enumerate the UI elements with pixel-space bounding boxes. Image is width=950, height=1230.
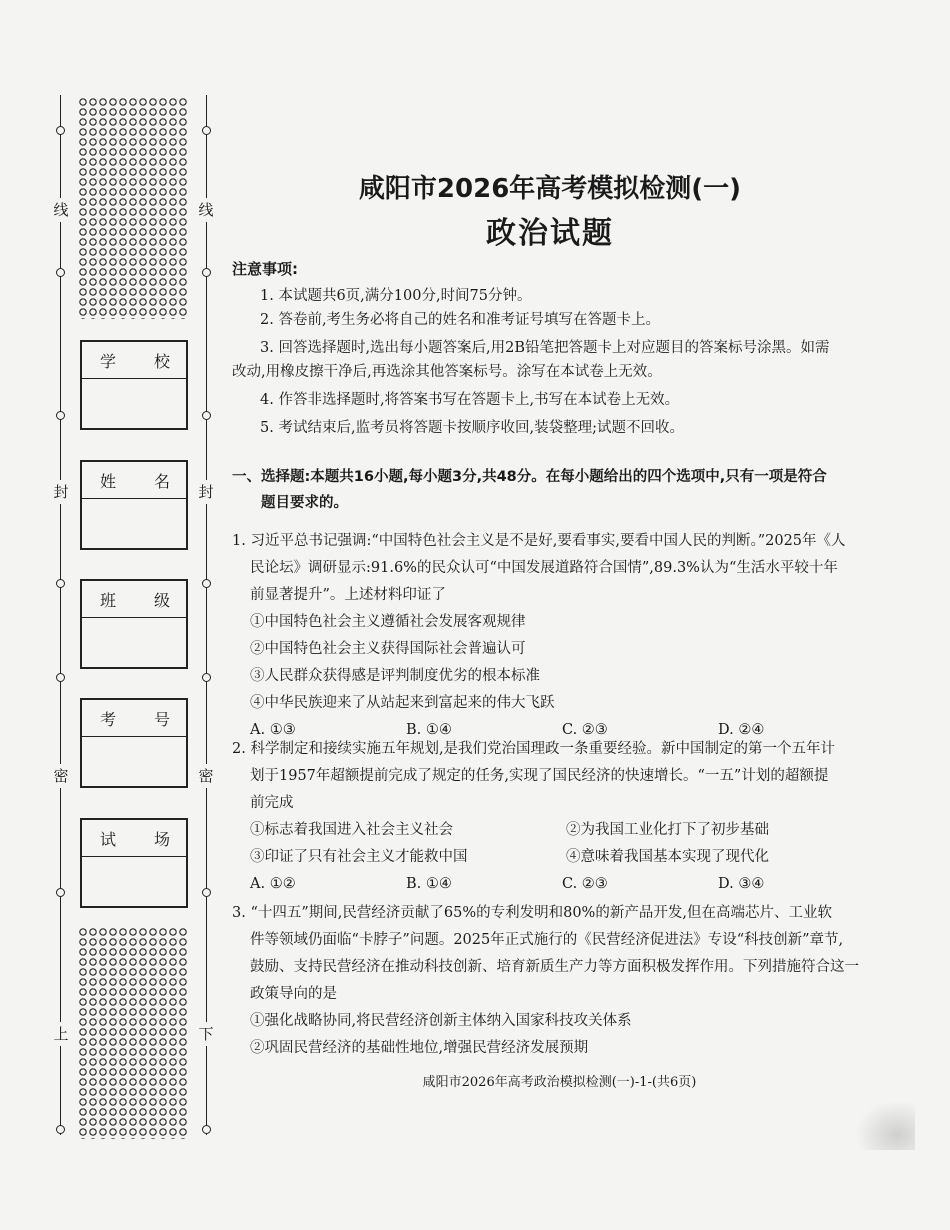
seal-char-right: 下	[196, 1022, 216, 1046]
question-stem: 1. 习近平总书记强调:“中国特色社会主义是不是好,要看事实,要看中国人民的判断。”2025年《人	[232, 533, 846, 549]
field-label-class: 班 级	[82, 581, 186, 618]
statement-row	[232, 817, 890, 844]
notice-item: 1. 本试题共6页,满分100分,时间75分钟。	[260, 288, 532, 304]
question-stem: 民论坛》调研显示:91.6%的民众认可“中国发展道路符合国情”,89.3%认为“生活水平较十年	[250, 560, 838, 576]
ring-marker	[202, 1125, 211, 1134]
page-title: 咸阳市2026年高考模拟检测(一)	[358, 174, 742, 204]
seal-char-right: 密	[196, 764, 216, 788]
question-1	[232, 528, 890, 744]
statement-item: ②为我国工业化打下了初步基础	[566, 822, 769, 838]
field-box-exam-room[interactable]	[80, 818, 188, 908]
statement-item: ④意味着我国基本实现了现代化	[566, 849, 769, 865]
statement-item: ②中国特色社会主义获得国际社会普遍认可	[250, 641, 526, 657]
ring-marker	[202, 888, 211, 897]
ring-marker	[202, 411, 211, 420]
question-stem: 件等领域仍面临“卡脖子”问题。2025年正式施行的《民营经济促进法》专设“科技创新”章节,	[250, 932, 844, 948]
notice-item: 5. 考试结束后,监考员将答题卡按顺序收回,装袋整理;试题不回收。	[260, 420, 685, 436]
section-heading-line: 题目要求的。	[261, 495, 348, 511]
question-stem: 3. “十四五”期间,民营经济贡献了65%的专利发明和80%的新产品开发,但在高端芯片、工业软	[232, 905, 832, 921]
question-stem: 鼓励、支持民营经济在推动科技创新、培育新质生产力等方面积极发挥作用。下列措施符合这一	[250, 959, 859, 975]
seal-char-left: 封	[51, 480, 71, 504]
choice-option[interactable]: D. ③④	[718, 876, 765, 892]
seal-line-left	[60, 95, 61, 1135]
field-box-name[interactable]	[80, 460, 188, 550]
question-stem: 2. 科学制定和接续实施五年规划,是我们党治国理政一条重要经验。新中国制定的第一个五年计	[232, 741, 836, 757]
statement-item: ①强化战略协同,将民营经济创新主体纳入国家科技攻关体系	[250, 1013, 632, 1029]
seal-char-left: 线	[51, 198, 71, 222]
ring-marker	[56, 673, 65, 682]
question-stem: 政策导向的是	[250, 986, 337, 1002]
question-3	[232, 900, 890, 1062]
question-stem: 划于1957年超额提前完成了规定的任务,实现了国民经济的快速增长。“一五”计划的超额提	[250, 768, 829, 784]
statement-item: ①标志着我国进入社会主义社会	[250, 822, 453, 838]
choice-row	[232, 871, 890, 898]
ring-marker	[56, 1125, 65, 1134]
field-box-class[interactable]	[80, 579, 188, 669]
choice-option[interactable]: A. ①②	[250, 876, 296, 892]
field-box-exam-number[interactable]	[80, 698, 188, 788]
choice-option[interactable]: A. ①③	[250, 722, 296, 738]
seal-char-left: 上	[51, 1022, 71, 1046]
notice-item: 2. 答卷前,考生务必将自己的姓名和准考证号填写在答题卡上。	[260, 312, 661, 328]
statement-item: ①中国特色社会主义遵循社会发展客观规律	[250, 614, 526, 630]
question-stem: 前完成	[250, 795, 294, 811]
dot-pattern-top	[78, 97, 188, 319]
dot-pattern-bottom	[78, 927, 188, 1139]
ring-marker	[202, 126, 211, 135]
choice-option[interactable]: B. ①④	[406, 876, 452, 892]
choice-option[interactable]: D. ②④	[718, 722, 765, 738]
ring-marker	[56, 579, 65, 588]
subject-title: 政治试题	[486, 216, 614, 251]
statement-item: ③人民群众获得感是评判制度优劣的根本标准	[250, 668, 540, 684]
seal-char-right: 封	[196, 480, 216, 504]
choice-option[interactable]: B. ①④	[406, 722, 452, 738]
section-heading	[232, 464, 887, 516]
seal-char-right: 线	[196, 198, 216, 222]
choice-option[interactable]: C. ②③	[562, 722, 608, 738]
field-label-exam-number: 考 号	[82, 700, 186, 737]
scan-shadow	[855, 1100, 915, 1150]
field-label-school: 学 校	[82, 342, 186, 379]
choice-option[interactable]: C. ②③	[562, 876, 608, 892]
field-box-school[interactable]	[80, 340, 188, 430]
ring-marker	[202, 673, 211, 682]
field-label-name: 姓 名	[82, 462, 186, 499]
ring-marker	[202, 268, 211, 277]
notice-item: 4. 作答非选择题时,将答案书写在答题卡上,书写在本试卷上无效。	[260, 392, 680, 408]
notice-list	[232, 284, 887, 440]
statement-row	[232, 844, 890, 871]
seal-char-left: 密	[51, 764, 71, 788]
ring-marker	[202, 579, 211, 588]
ring-marker	[56, 126, 65, 135]
statement-item: ②巩固民营经济的基础性地位,增强民营经济发展预期	[250, 1040, 589, 1056]
question-stem: 前显著提升”。上述材料印证了	[250, 587, 446, 603]
section-heading-line: 一、选择题:本题共16小题,每小题3分,共48分。在每小题给出的四个选项中,只有一项是符合	[232, 469, 827, 485]
seal-line-right	[206, 95, 207, 1135]
question-2	[232, 736, 890, 898]
notice-heading: 注意事项:	[232, 260, 298, 278]
notice-item: 3. 回答选择题时,选出每小题答案后,用2B铅笔把答题卡上对应题目的答案标号涂黑。如需	[260, 340, 830, 356]
page-footer: 咸阳市2026年高考政治模拟检测(一)-1-(共6页)	[422, 1075, 697, 1090]
ring-marker	[56, 888, 65, 897]
field-label-exam-room: 试 场	[82, 820, 186, 857]
notice-item: 改动,用橡皮擦干净后,再选涂其他答案标号。涂写在本试卷上无效。	[232, 364, 662, 380]
ring-marker	[56, 411, 65, 420]
statement-item: ④中华民族迎来了从站起来到富起来的伟大飞跃	[250, 695, 555, 711]
ring-marker	[56, 268, 65, 277]
statement-item: ③印证了只有社会主义才能救中国	[250, 849, 468, 865]
